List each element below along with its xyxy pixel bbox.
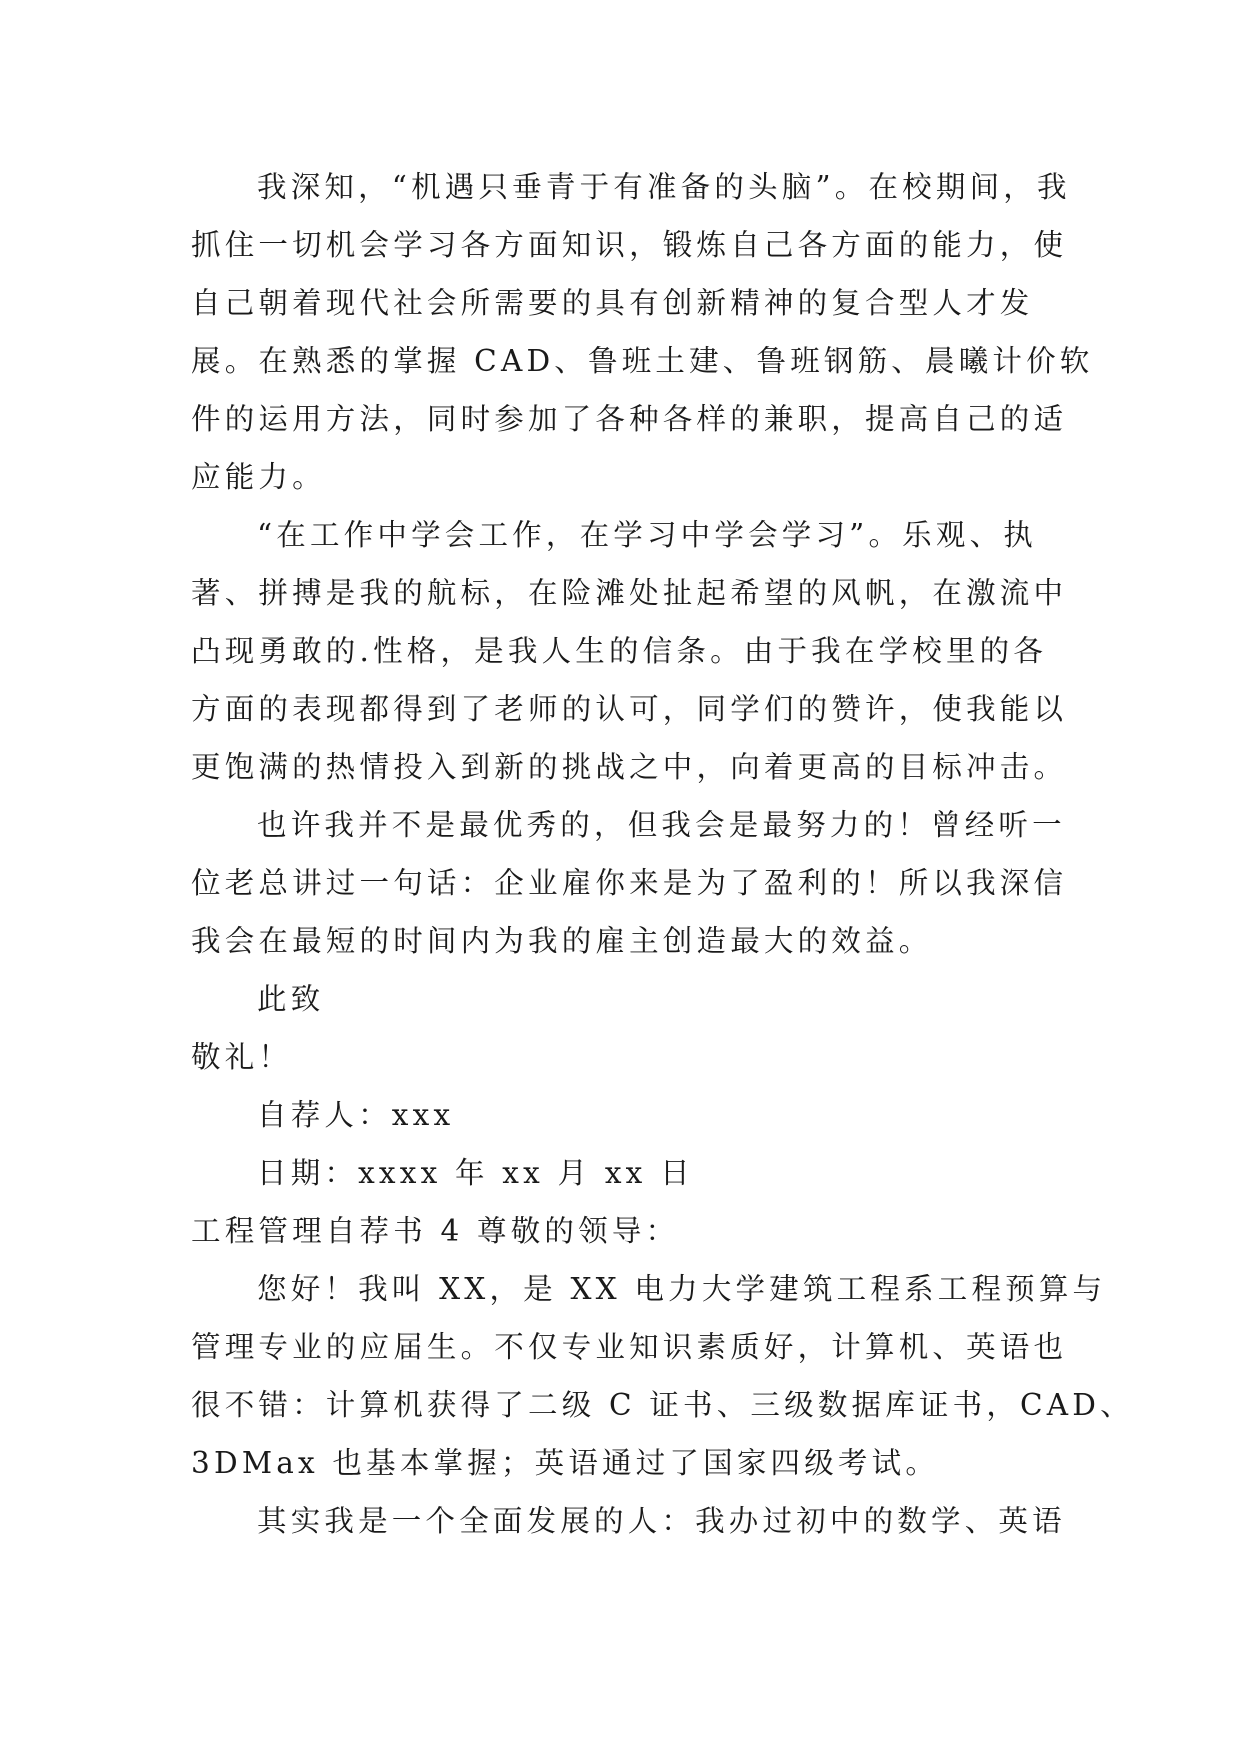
text-line: “在工作中学会工作，在学习中学会学习”。乐观、执	[257, 518, 1037, 552]
text-line: 此致	[257, 982, 325, 1016]
text-line: 方面的表现都得到了老师的认可，同学们的赞许，使我能以	[191, 692, 1068, 726]
text-line: 位老总讲过一句话：企业雇你来是为了盈利的！所以我深信	[191, 866, 1068, 900]
text-line: 我会在最短的时间内为我的雇主创造最大的效益。	[191, 924, 933, 958]
text-line: 凸现勇敢的.性格，是我人生的信条。由于我在学校里的各	[191, 634, 1048, 668]
text-line: 也许我并不是最优秀的，但我会是最努力的！曾经听一	[257, 808, 1066, 842]
text-line: 敬礼！	[191, 1040, 293, 1074]
text-line: 应能力。	[191, 460, 326, 494]
text-line: 工程管理自荐书 4 尊敬的领导：	[191, 1214, 680, 1248]
text-line: 更饱满的热情投入到新的挑战之中，向着更高的目标冲击。	[191, 750, 1068, 784]
text-line: 件的运用方法，同时参加了各种各样的兼职，提高自己的适	[191, 402, 1068, 436]
text-line: 抓住一切机会学习各方面知识，锻炼自己各方面的能力，使	[191, 228, 1068, 262]
document-body	[191, 158, 1134, 1550]
text-line: 其实我是一个全面发展的人：我办过初中的数学、英语	[257, 1504, 1066, 1538]
text-line: 自己朝着现代社会所需要的具有创新精神的复合型人才发	[191, 286, 1034, 320]
text-line: 自荐人：xxx	[257, 1098, 455, 1132]
text-line: 著、拼搏是我的航标，在险滩处扯起希望的风帆，在激流中	[191, 576, 1068, 610]
text-line: 3DMax 也基本掌握；英语通过了国家四级考试。	[191, 1446, 940, 1480]
text-line: 展。在熟悉的掌握 CAD、鲁班土建、鲁班钢筋、晨曦计价软	[191, 344, 1094, 378]
text-line: 日期：xxxx 年 xx 月 xx 日	[257, 1156, 694, 1190]
text-line: 管理专业的应届生。不仅专业知识素质好，计算机、英语也	[191, 1330, 1068, 1364]
text-line: 您好！我叫 XX，是 XX 电力大学建筑工程系工程预算与	[257, 1272, 1107, 1306]
text-line: 很不错：计算机获得了二级 C 证书、三级数据库证书，CAD、	[191, 1388, 1134, 1422]
text-line: 我深知，“机遇只垂青于有准备的头脑”。在校期间，我	[257, 170, 1071, 204]
